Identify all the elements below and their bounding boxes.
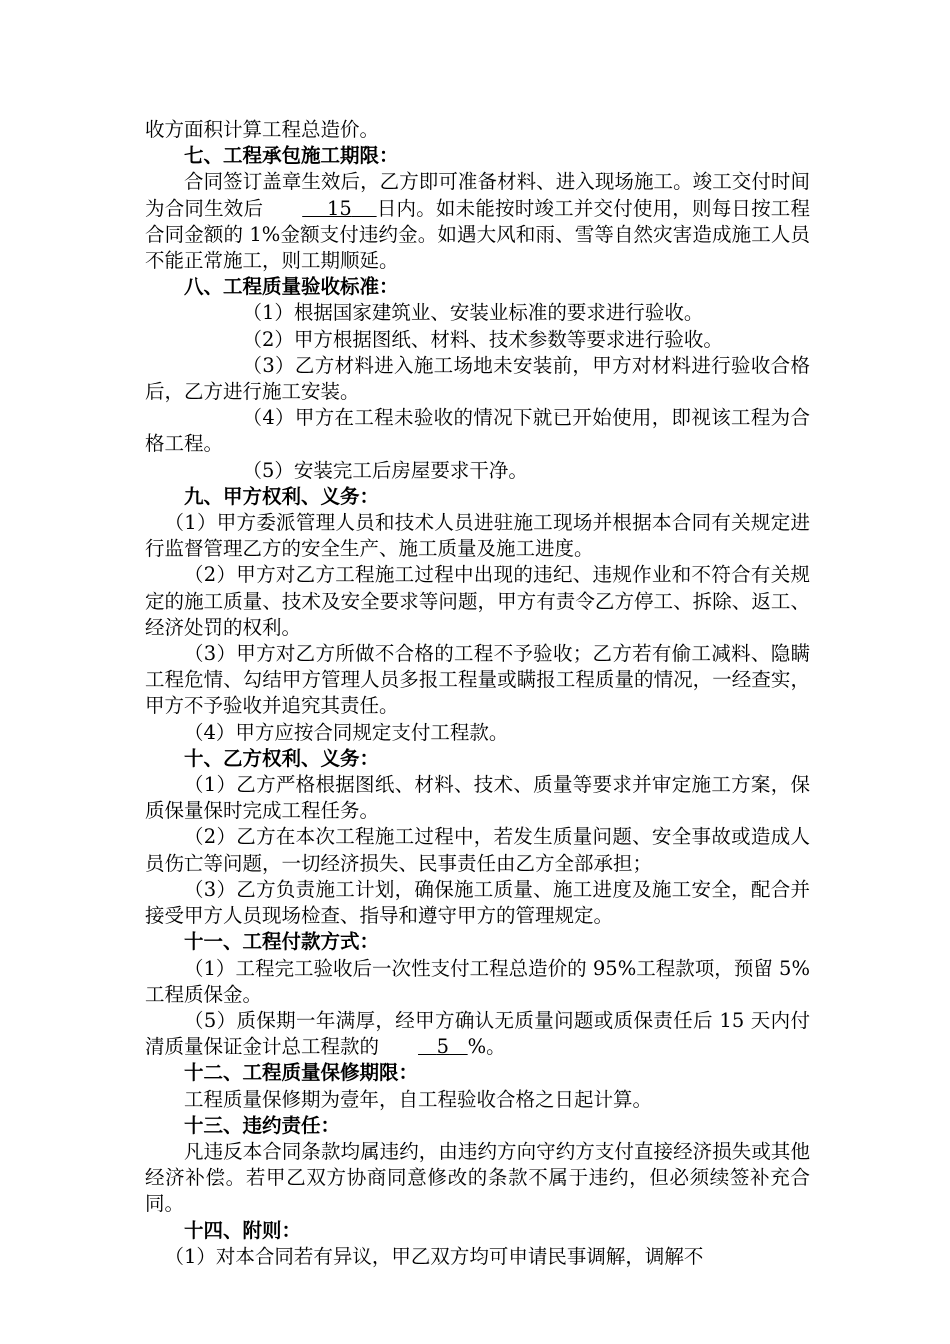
section-9-item-3: （3）甲方对乙方所做不合格的工程不予验收；乙方若有偷工减料、隐瞒工程危情、勾结甲方管理人员多报工程量或瞒报工程质量的情况，一经查实，甲方不予验收并追究其责任。 [145,642,810,718]
section-11-item-1: （1）工程完工验收后一次性支付工程总造价的 95%工程款项，预留 5%工程质保金。 [145,956,810,1006]
section-8-item-1: （1）根据国家建筑业、安装业标准的要求进行验收。 [242,301,704,325]
section-11-heading: 十一、工程付款方式： [184,930,380,954]
section-10-item-3: （3）乙方负责施工计划，确保施工质量、施工进度及施工安全，配合并接受甲方人员现场检查、指导和遵守甲方的管理规定。 [145,877,810,928]
paragraph-continuation: 收方面积计算工程总造价。 [145,118,380,141]
section-8-item-4: （4）甲方在工程未验收的情况下就已开始使用，即视该工程为合格工程。 [145,406,810,456]
section-9-item-4: （4）甲方应按合同规定支付工程款。 [184,720,509,744]
section-12-text: 工程质量保修期为壹年，自工程验收合格之日起计算。 [184,1087,653,1111]
section-13-text: 凡违反本合同条款均属违约，由违约方向守约方支付直接经济损失或其他经济补偿。若甲乙双方协商同意修改的条款不属于违约，但必须续签补充合同。 [145,1139,810,1216]
section-8-item-2: （2）甲方根据图纸、材料、技术参数等要求进行验收。 [242,327,723,351]
section-8-item-3: （3）乙方材料进入施工场地未安装前，甲方对材料进行验收合格后，乙方进行施工安装。 [145,353,810,404]
section-8-item-5: （5）安装完工后房屋要求干净。 [242,458,528,482]
section-7-heading: 七、工程承包施工期限： [184,144,399,168]
section-9-heading: 九、甲方权利、义务： [184,484,380,508]
section-12-heading: 十二、工程质量保修期限： [184,1061,419,1085]
warranty-percent-blank: 5 [436,1035,450,1059]
contract-page [145,117,810,1270]
section-8-heading: 八、工程质量验收标准： [184,275,399,299]
section-14-heading: 十四、附则： [184,1218,302,1242]
section-10-item-2: （2）乙方在本次工程施工过程中，若发生质量问题、安全事故或造成人员伤亡等问题，一切经济损失、民事责任由乙方全部承担； [145,825,810,875]
section-10-heading: 十、乙方权利、义务： [184,746,380,770]
section-14-item-1: （1）对本合同若有异议，甲乙双方均可申请民事调解，调解不 [164,1244,704,1268]
section-9-item-2: （2）甲方对乙方工程施工过程中出现的违纪、违规作业和不符合有关规定的施工质量、技术及安全要求等问题，甲方有责令乙方停工、拆除、返工、经济处罚的权利。 [145,563,810,639]
section-10-item-1: （1）乙方严格根据图纸、材料、技术、质量等要求并审定施工方案，保质保量保时完成工程任务。 [145,773,810,823]
section-9-item-1: （1）甲方委派管理人员和技术人员进驻施工现场并根据本合同有关规定进行监督管理乙方的安全生产、施工质量及施工进度。 [145,511,810,561]
section-13-heading: 十三、违约责任： [184,1113,341,1137]
section-7-text: 合同签订盖章生效后，乙方即可准备材料、进入现场施工。竣工交付时间为合同生效后 15 日内。如未能按时竣工并交付使用，则每日按工程合同金额的 1%金额支付违约金。如遇大风和雨、雪等自然灾害造成施工人员不能正常施工，则工期顺延。 [145,170,810,273]
completion-days-blank: 15 [327,196,352,220]
section-11-item-5: （5）质保期一年满厚，经甲方确认无质量问题或质保责任后 15 天内付清质量保证金计总工程款的 5 %。 [145,1008,810,1060]
